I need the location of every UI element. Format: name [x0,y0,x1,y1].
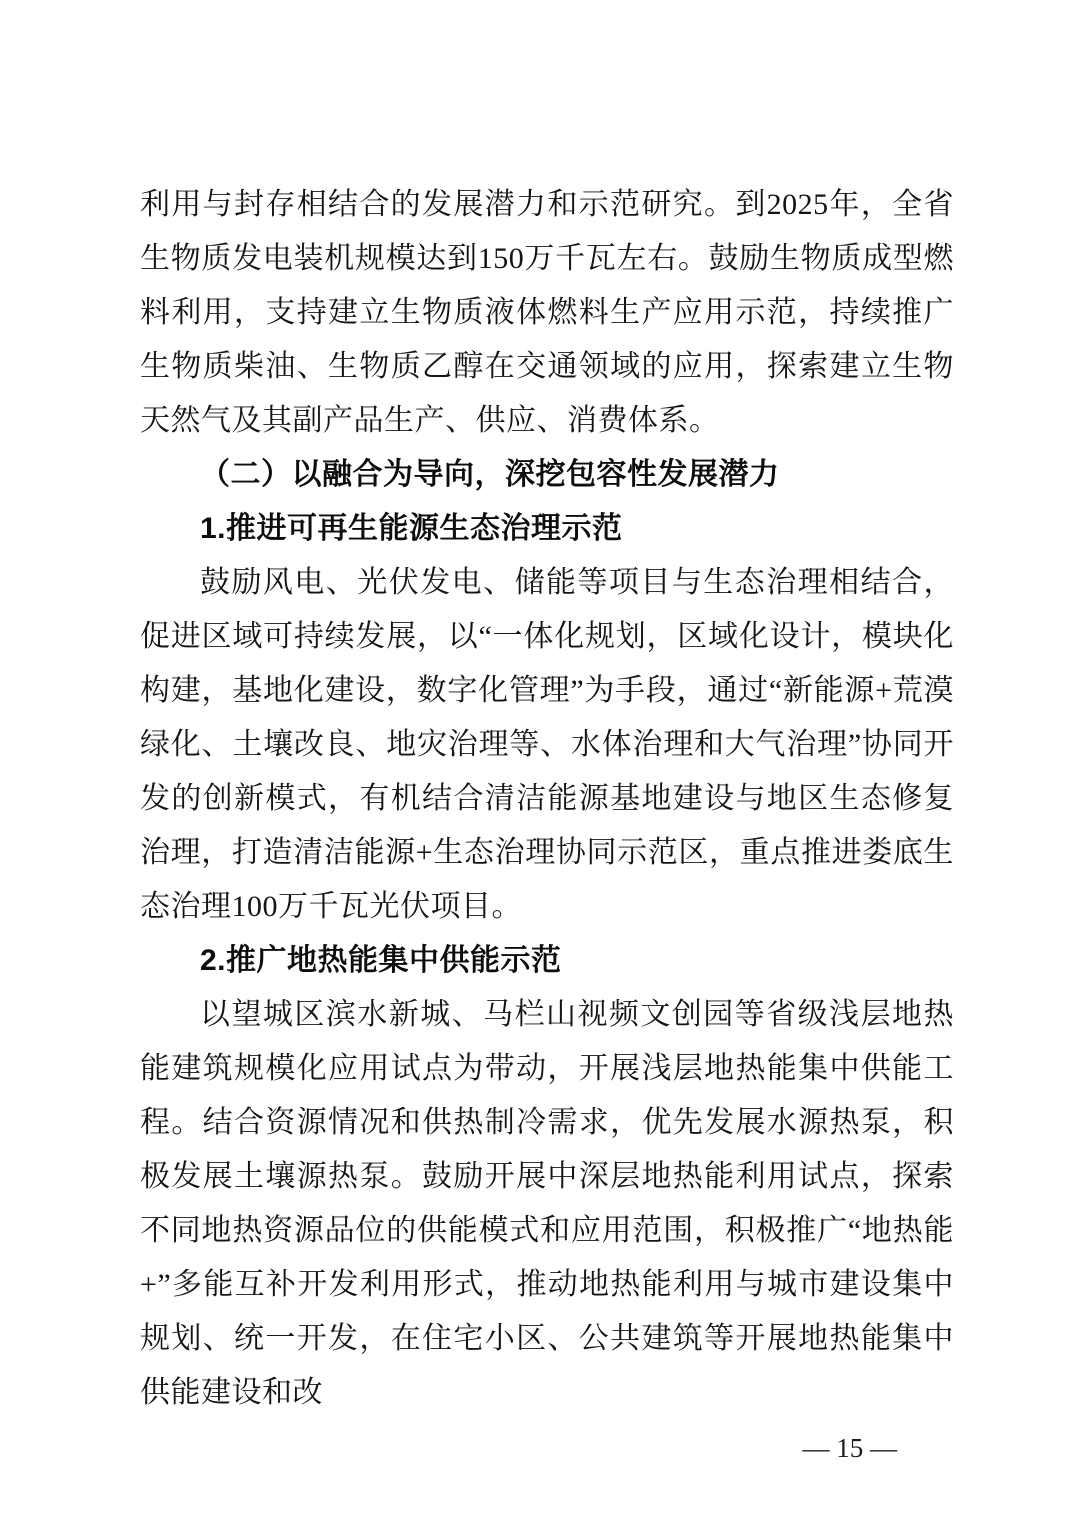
subsection-2-heading: 2.推广地热能集中供能示范 [200,944,562,977]
paragraph-biomass-continuation: 利用与封存相结合的发展潜力和示范研究。到2025年，全省生物质发电装机规模达到150万千瓦左右。鼓励生物质成型燃料利用，支持建立生物质液体燃料生产应用示范，持续推广生物质柴油、生物质乙醇在交通领域的应用，探索建立生物天然气及其副产品生产、供应、消费体系。 [140,188,954,437]
document-body [140,178,954,1420]
paragraph-geothermal: 以望城区滨水新城、马栏山视频文创园等省级浅层地热能建筑规模化应用试点为带动，开展浅层地热能集中供能工程。结合资源情况和供热制冷需求，优先发展水源热泵，积极发展土壤源热泵。鼓励开展中深层地热能利用试点，探索不同地热资源品位的供能模式和应用范围，积极推广“地热能+”多能互补开发利用形式，推动地热能利用与城市建设集中规划、统一开发，在住宅小区、公共建筑等开展地热能集中供能建设和改 [140,998,954,1409]
page-footer [140,1428,954,1468]
section-heading-2: （二）以融合为导向，深挖包容性发展潜力 [200,458,780,491]
subsection-1-heading: 1.推进可再生能源生态治理示范 [200,512,623,545]
page-number: — 15 — [802,1433,897,1463]
paragraph-eco-governance: 鼓励风电、光伏发电、储能等项目与生态治理相结合，促进区域可持续发展，以“一体化规划，区域化设计，模块化构建，基地化建设，数字化管理”为手段，通过“新能源+荒漠绿化、土壤改良、地灾治理等、水体治理和大气治理”协同开发的创新模式，有机结合清洁能源基地建设与地区生态修复治理，打造清洁能源+生态治理协同示范区，重点推进娄底生态治理100万千瓦光伏项目。 [140,566,954,923]
